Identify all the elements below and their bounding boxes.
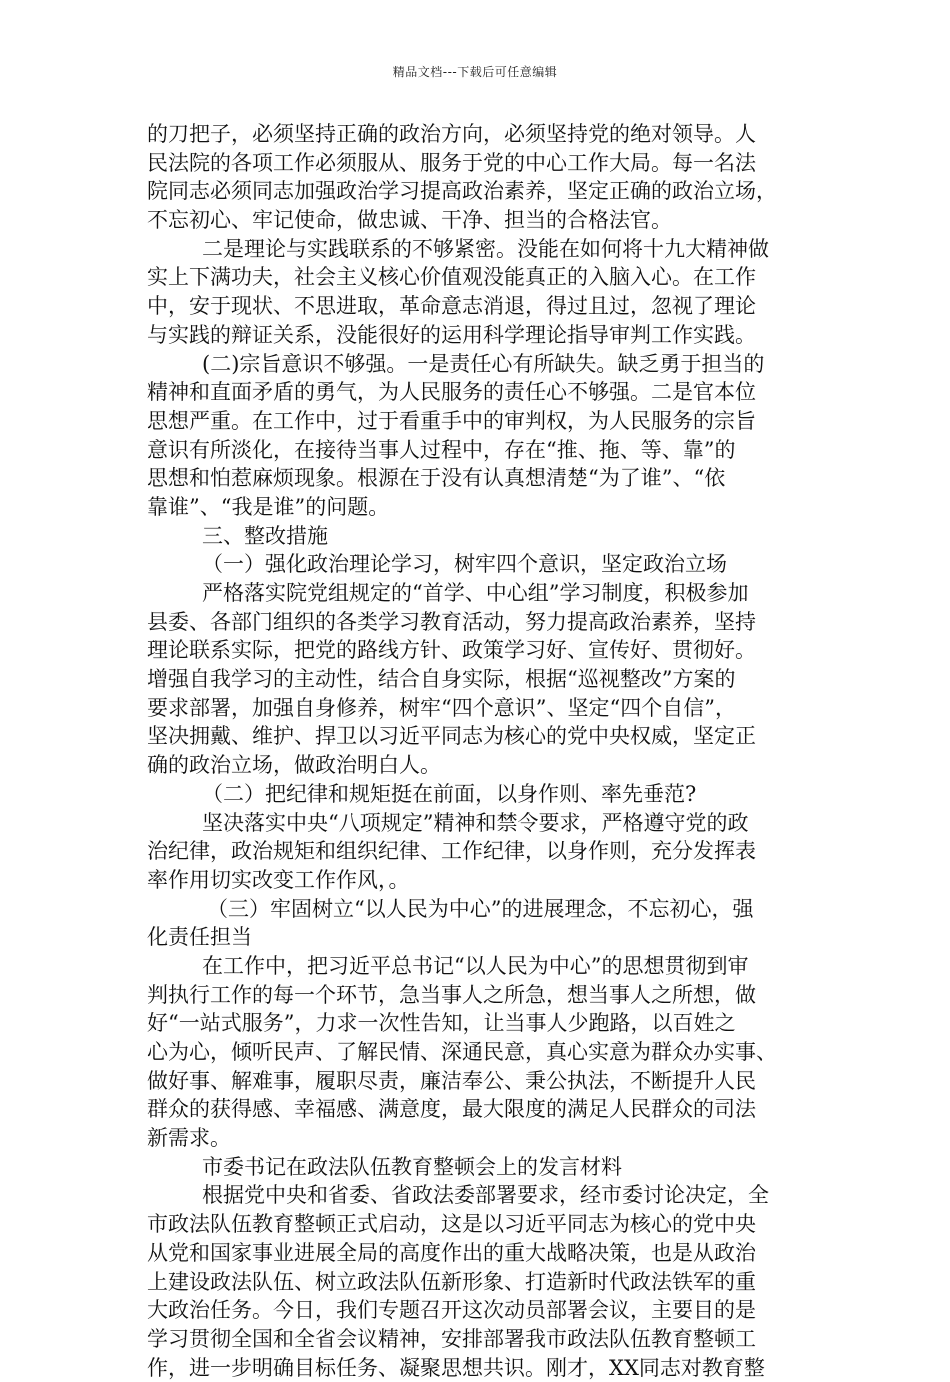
text-line: 思想和怕惹麻烦现象。根源在于没有认真想清楚“为了谁”、“依 <box>147 466 726 491</box>
paragraph-start: 二是理论与实践联系的不够紧密。没能在如何将十九大精神做 <box>202 236 769 261</box>
text-line: 从党和国家事业进展全局的高度作出的重大战略决策，也是从政治 <box>147 1240 756 1265</box>
text-line: 增强自我学习的主动性，结合自身实际，根据“巡视整改”方案的 <box>147 667 736 692</box>
text-line: 的刀把子，必须坚持正确的政治方向，必须坚持党的绝对领导。人 <box>147 122 756 146</box>
text-line: 做好事、解难事，履职尽责，廉洁奉公、秉公执法，不断提升人民 <box>147 1068 756 1093</box>
text-line: 率作用切实改变工作作风，。 <box>147 867 410 892</box>
paragraph-start: 根据党中央和省委、省政法委部署要求，经市委讨论决定，全 <box>202 1183 769 1208</box>
text-line: 精神和直面矛盾的勇气，为人民服务的责任心不够强。二是官本位 <box>147 380 756 405</box>
text-line: 作，进一步明确目标任务、凝聚思想共识。刚才，XX同志对教育整 <box>147 1355 765 1380</box>
document-body <box>147 120 823 1382</box>
subsection-heading: （二）把纪律和规矩挺在前面，以身作则、率先垂范? <box>202 781 697 806</box>
text-line: 确的政治立场，做政治明白人。 <box>147 753 441 778</box>
text-line: 坚决拥戴、维护、捍卫以习近平同志为核心的党中央权威，坚定正 <box>147 724 756 749</box>
text-line: 市政法队伍教育整顿正式启动，这是以习近平同志为核心的党中央 <box>147 1212 756 1237</box>
text-line: 不忘初心、牢记使命，做忠诚、干净、担当的合格法官。 <box>147 208 672 233</box>
text-line: 大政治任务。今日，我们专题召开这次动员部署会议，主要目的是 <box>147 1298 756 1323</box>
text-line: 意识有所淡化，在接待当事人过程中，存在“推、拖、等、靠”的 <box>147 437 736 462</box>
subsection-heading: （三）牢固树立“以人民为中心”的进展理念，不忘初心，强 <box>207 896 754 921</box>
text-line: 实上下满功夫，社会主义核心价值观没能真正的入脑入心。在工作 <box>147 265 756 290</box>
paragraph-start: 严格落实院党组规定的“首学、中心组”学习制度，积极参加 <box>202 581 749 605</box>
text-line: 靠谁”、“我是谁”的问题。 <box>147 494 390 519</box>
text-line: 心为心，倾听民声、了解民情、深通民意，真心实意为群众办实事、 <box>147 1040 777 1064</box>
text-line: 好“一站式服务”，力求一次性告知，让当事人少跑路，以百姓之 <box>147 1011 736 1036</box>
section-heading: 三、整改措施 <box>202 523 328 548</box>
paragraph-start: (二)宗旨意识不够强。一是责任心有所缺失。缺乏勇于担当的 <box>202 351 765 376</box>
text-line: 上建设政法队伍、树立政法队伍新形象、打造新时代政法铁军的重 <box>147 1269 756 1294</box>
article-title: 市委书记在政法队伍教育整顿会上的发言材料 <box>202 1154 622 1179</box>
text-line: 院同志必须同志加强政治学习提高政治素养，坚定正确的政治立场， <box>147 179 777 204</box>
text-line: 中，安于现状、不思进取，革命意志消退，得过且过，忽视了理论 <box>147 294 756 319</box>
subsection-heading: （一）强化政治理论学习，树牢四个意识，坚定政治立场 <box>202 552 727 577</box>
page-header: 精品文档---下载后可任意编辑 <box>392 65 558 79</box>
text-line: 群众的获得感、幸福感、满意度，最大限度的满足人民群众的司法 <box>147 1097 756 1122</box>
paragraph-start: 在工作中，把习近平总书记“以人民为中心”的思想贯彻到审 <box>202 953 749 978</box>
text-line: 要求部署，加强自身修养，树牢“四个意识”、坚定“四个自信”， <box>147 695 736 720</box>
text-line: 民法院的各项工作必须服从、服务于党的中心工作大局。每一名法 <box>147 150 756 175</box>
text-line: 新需求。 <box>147 1126 231 1151</box>
text-line: 理论联系实际，把党的路线方针、政策学习好、宣传好、贯彻好。 <box>147 638 756 663</box>
paragraph-start: 坚决落实中央“八项规定”精神和禁令要求，严格遵守党的政 <box>202 810 749 835</box>
text-line: 县委、各部门组织的各类学习教育活动，努力提高政治素养，坚持 <box>147 609 756 634</box>
text-line: 思想严重。在工作中，过于看重手中的审判权，为人民服务的宗旨 <box>147 408 756 433</box>
text-line: 化责任担当 <box>147 925 252 950</box>
text-line: 与实践的辩证关系，没能很好的运用科学理论指导审判工作实践。 <box>147 322 756 347</box>
text-line: 判执行工作的每一个环节，急当事人之所急，想当事人之所想，做 <box>147 982 756 1007</box>
text-line: 学习贯彻全国和全省会议精神，安排部署我市政法队伍教育整顿工 <box>147 1326 756 1351</box>
text-line: 治纪律，政治规矩和组织纪律、工作纪律，以身作则，充分发挥表 <box>147 839 756 864</box>
